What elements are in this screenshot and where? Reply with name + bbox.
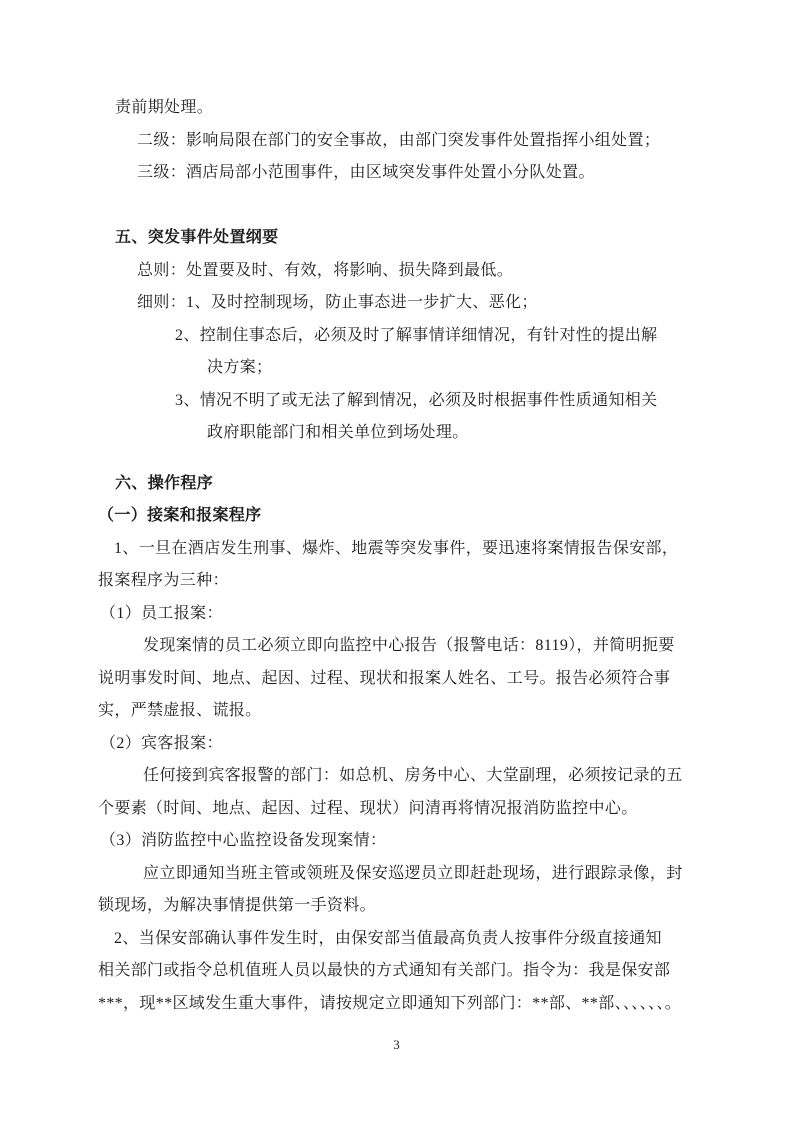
text-line: 报案程序为三种： [98, 572, 229, 589]
text-line: 三级：酒店局部小范围事件，由区域突发事件处置小分队处置。 [137, 164, 595, 181]
section-heading: 六、操作程序 [115, 474, 214, 492]
document-body [98, 92, 698, 1020]
text-line: 3、情况不明了或无法了解到情况，必须及时根据事件性质通知相关 [175, 391, 658, 409]
page-number: 3 [393, 1037, 400, 1052]
text-line: 相关部门或指令总机值班人员以最快的方式通知有关部门。指令为：我是保安部 [98, 962, 671, 979]
text-line: 发现案情的员工必须立即向监控中心报告（报警电话：8119），并简明扼要 [143, 637, 675, 654]
line-spacer [98, 190, 698, 223]
text-line: 责前期处理。 [115, 99, 214, 116]
text-line: 政府职能部门和相关单位到场处理。 [207, 424, 469, 441]
section-heading: 五、突发事件处置纲要 [115, 229, 279, 246]
text-line: 2、控制住事态后，必须及时了解事情详细情况，有针对性的提出解 [175, 326, 658, 344]
line-spacer [98, 450, 698, 468]
text-line: 二级：影响局限在部门的安全事故，由部门突发事件处置指挥小组处置； [137, 131, 661, 149]
text-line: 细则：1、及时控制现场，防止事态进一步扩大、恶化； [137, 294, 538, 311]
text-line: （3）消防监控中心监控设备发现案情： [100, 832, 387, 849]
page-footer [0, 1036, 793, 1054]
text-line: 任何接到宾客报警的部门：如总机、房务中心、大堂副理，必须按记录的五 [143, 767, 683, 784]
text-line: 决方案； [207, 359, 273, 376]
section-heading: （一）接案和报案程序 [98, 507, 262, 524]
text-line: 个要素（时间、地点、起因、过程、现状）问清再将情况报消防监控中心。 [98, 799, 638, 817]
text-line: 总则：处置要及时、有效，将影响、损失降到最低。 [137, 261, 514, 279]
text-line: （2）宾客报案： [100, 734, 223, 752]
text-line: 实，严禁虚报、谎报。 [98, 702, 262, 719]
text-line: 1、一旦在酒店发生刑事、爆炸、地震等突发事件，要迅速将案情报告保安部， [114, 539, 679, 557]
text-line: 2、当保安部确认事件发生时，由保安部当值最高负责人按事件分级直接通知 [114, 929, 662, 947]
text-line: 应立即通知当班主管或领班及保安巡逻员立即赶赴现场，进行跟踪录像，封 [143, 864, 683, 882]
text-line: 锁现场，为解决事情提供第一手资料。 [98, 897, 376, 914]
text-line: 说明事发时间、地点、起因、过程、现状和报案人姓名、工号。报告必须符合事 [98, 669, 671, 687]
text-line: （1）员工报案： [100, 604, 223, 622]
text-line: ***，现**区域发生重大事件，请按规定立即通知下列部门：**部、**部、、、、、、。 [98, 994, 682, 1012]
